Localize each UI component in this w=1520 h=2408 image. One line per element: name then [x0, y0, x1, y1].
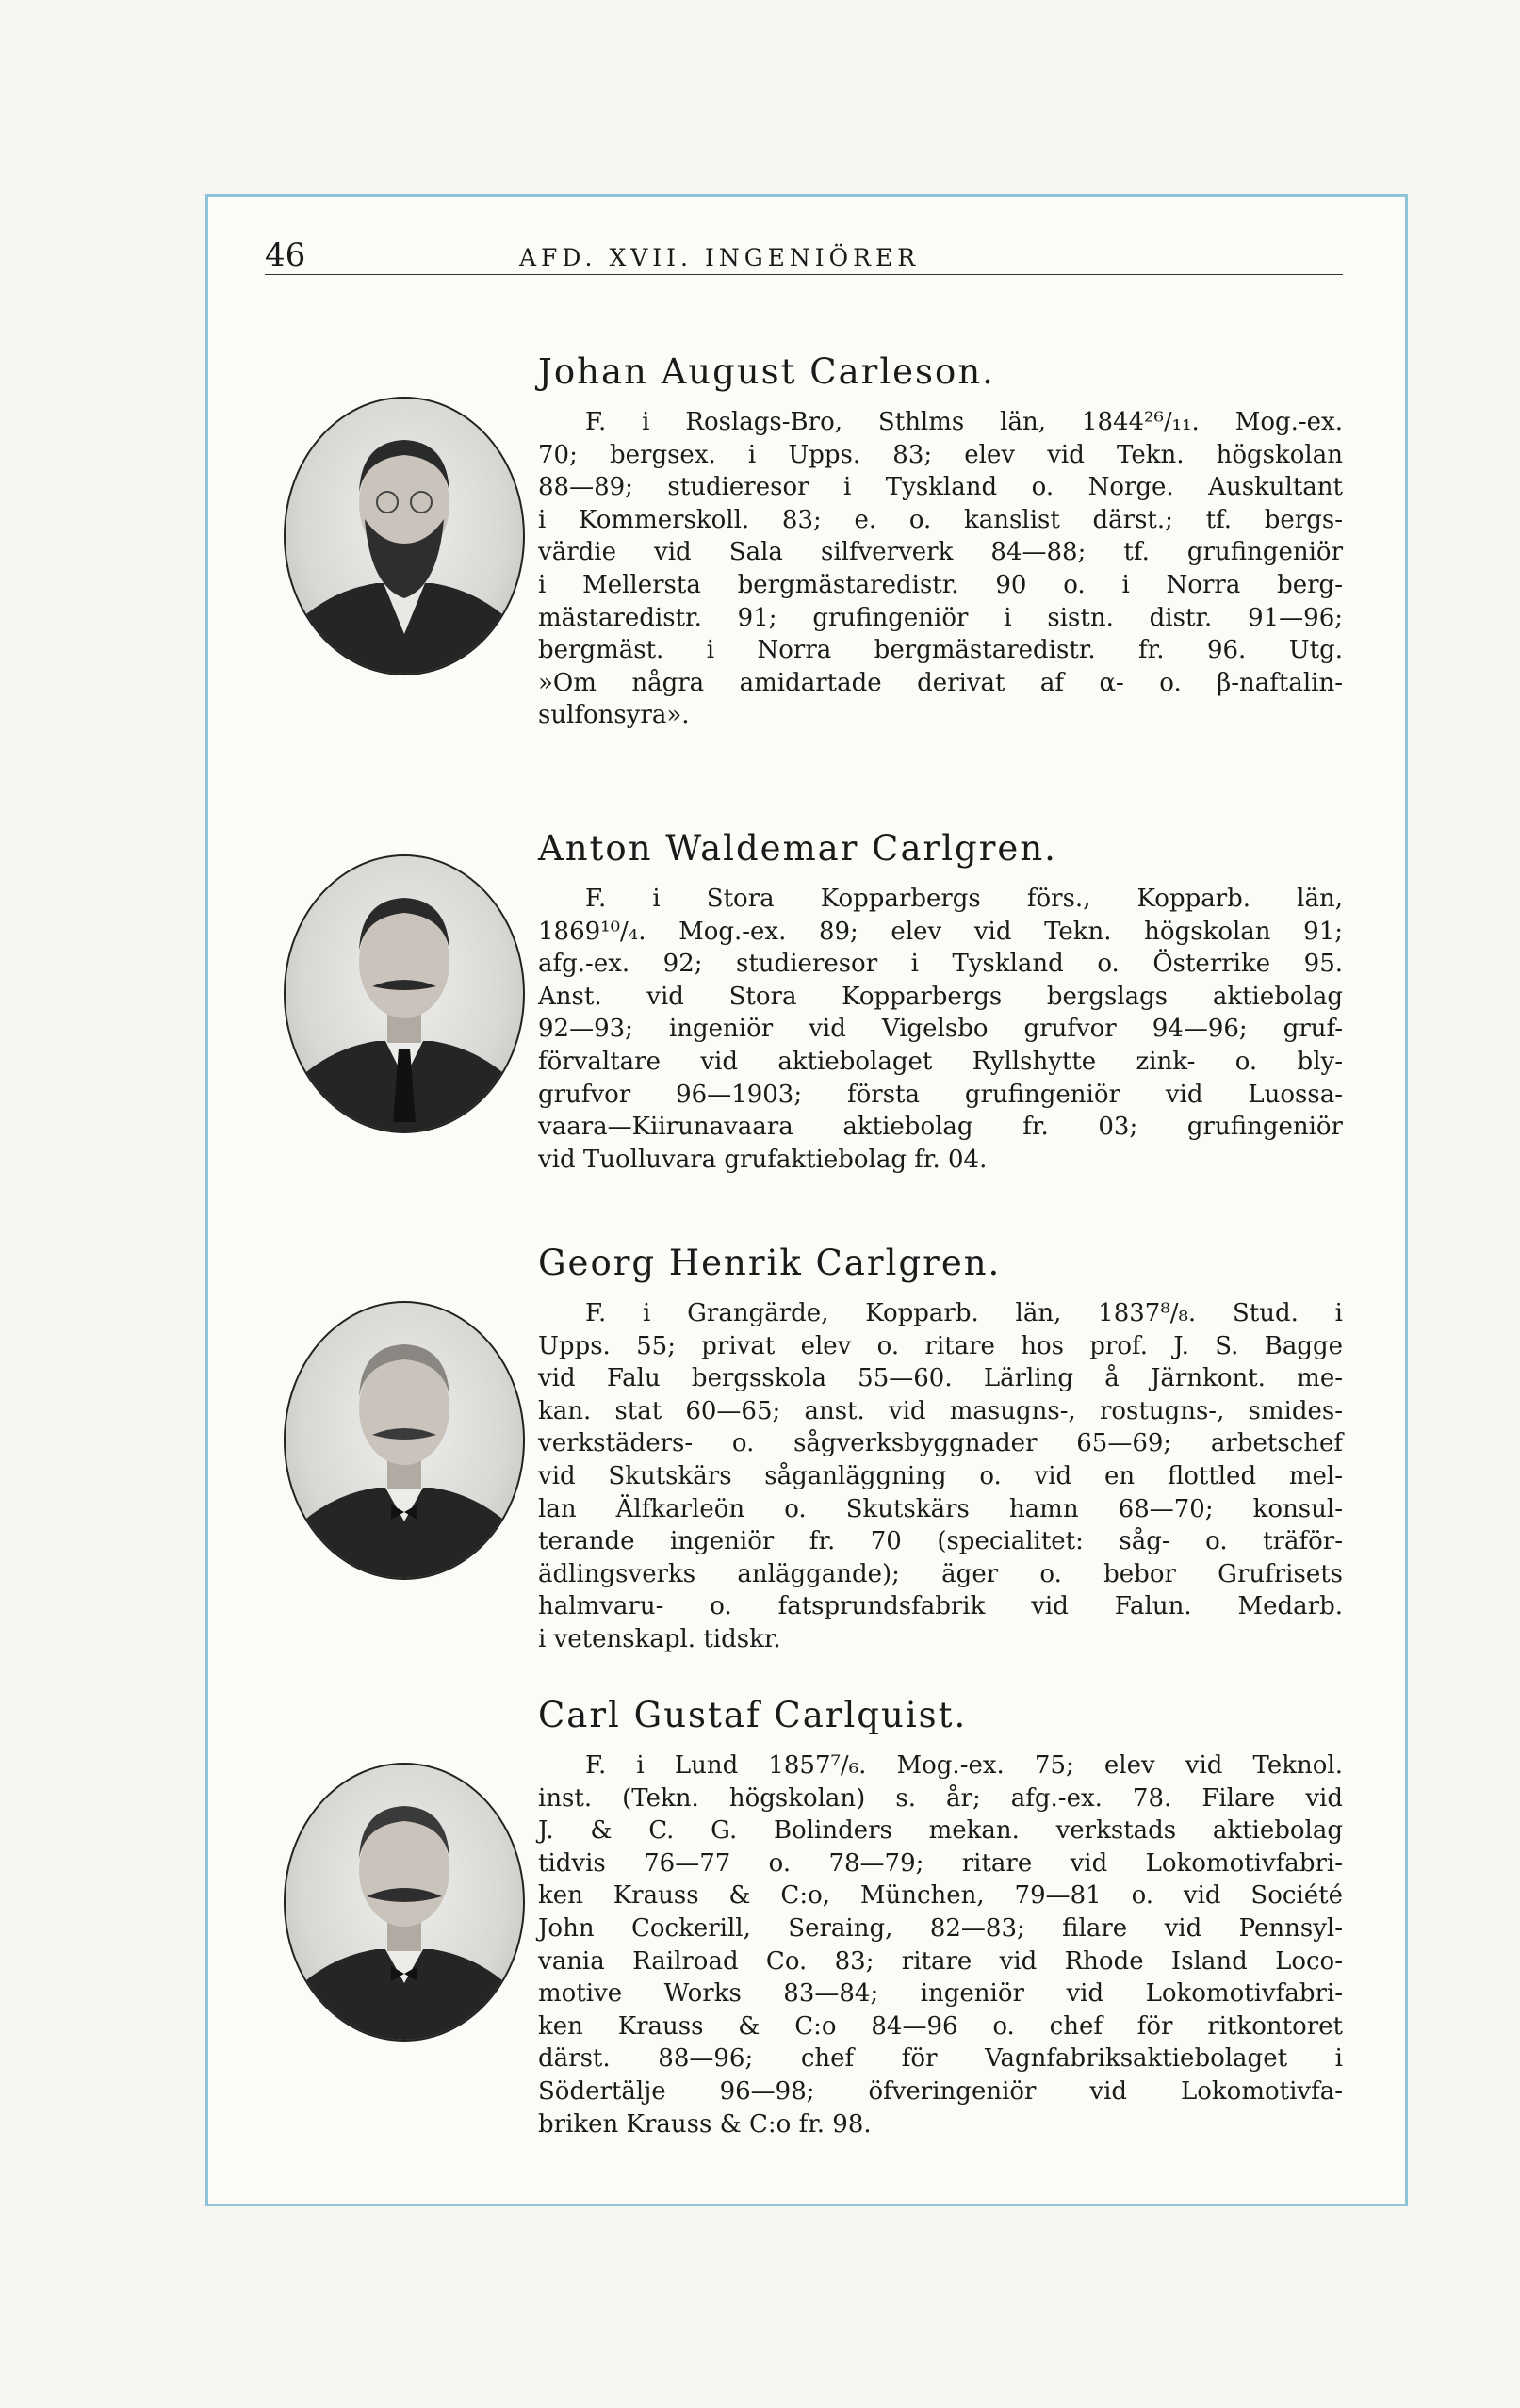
- bio-line: afg.-ex. 92; studieresor i Tyskland o. Österrike 95.: [538, 950, 1343, 979]
- entry-name: Georg Henrik Carlgren.: [538, 1243, 1002, 1283]
- bio-line: J. & C. G. Bolinders mekan. verkstads aktiebolag: [538, 1816, 1343, 1846]
- bio-line: vaara—Kiirunavaara aktiebolag fr. 03; grufingeniör: [538, 1113, 1343, 1142]
- bio-line: F. i Stora Kopparbergs förs., Kopparb. län,: [585, 885, 1343, 913]
- running-head: AFD. XVII. INGENIÖRER: [519, 244, 921, 271]
- bio-line: kan. stat 60—65; anst. vid masugns-, rostugns-, smides-: [538, 1396, 1343, 1425]
- page-header: [265, 236, 1343, 275]
- entry-biography: [538, 1297, 1343, 1656]
- bio-line: Upps. 55; privat elev o. ritare hos prof. J. S. Bagge: [538, 1331, 1343, 1360]
- bio-line: tidvis 76—77 o. 78—79; ritare vid Lokomotivfabri-: [538, 1848, 1343, 1878]
- bio-line: F. i Roslags-Bro, Sthlms län, 1844²⁶/₁₁. Mog.-ex.: [585, 408, 1343, 436]
- bio-line: F. i Grangärde, Kopparb. län, 1837⁸/₈. Stud. i: [585, 1299, 1343, 1327]
- portrait-figure: [286, 399, 523, 674]
- bio-line: ädlingsverks anläggande); äger o. bebor Grufrisets: [538, 1559, 1343, 1588]
- bio-line: därst. 88—96; chef för Vagnfabriksaktiebolaget i: [538, 2044, 1343, 2074]
- bio-line: verkstäders- o. sågverksbyggnader 65—69; arbetschef: [538, 1429, 1343, 1458]
- bio-line: grufvor 96—1903; första grufingeniör vid Luossa-: [538, 1080, 1343, 1109]
- bio-line: ken Krauss & C:o 84—96 o. chef för ritkontoret: [538, 2011, 1343, 2041]
- bio-line: i vetenskapl. tidskr.: [538, 1624, 781, 1653]
- bio-line: 1869¹⁰/₄. Mog.-ex. 89; elev vid Tekn. högskolan 91;: [538, 917, 1343, 946]
- bio-line: vid Tuolluvara grufaktiebolag fr. 04.: [538, 1145, 988, 1174]
- entry-name: Johan August Carleson.: [538, 351, 995, 392]
- portrait-photo: [284, 854, 525, 1133]
- page-number: 46: [265, 236, 306, 274]
- entry-name: Carl Gustaf Carlquist.: [538, 1695, 968, 1735]
- bio-line: bergmäst. i Norra bergmästaredistr. fr. 96. Utg.: [538, 636, 1343, 665]
- bio-line: 70; bergsex. i Upps. 83; elev vid Tekn. högskolan: [538, 440, 1343, 469]
- bio-line: mästaredistr. 91; grufingeniör i sistn. distr. 91—96;: [538, 603, 1343, 632]
- bio-line: värdie vid Sala silfververk 84—88; tf. grufingeniör: [538, 538, 1343, 567]
- bio-line: i Kommerskoll. 83; e. o. kanslist därst.; tf. bergs-: [538, 505, 1343, 534]
- bio-line: Södertälje 96—98; öfveringeniör vid Lokomotivfa-: [538, 2076, 1343, 2106]
- portrait-figure: [286, 1303, 523, 1578]
- bio-line: terande ingeniör fr. 70 (specialitet: såg- o. träför-: [538, 1527, 1343, 1556]
- bio-line: Anst. vid Stora Kopparbergs bergslags aktiebolag: [538, 982, 1343, 1011]
- bio-line: vania Railroad Co. 83; ritare vid Rhode Island Loco-: [538, 1946, 1343, 1976]
- portrait-figure: [286, 1765, 523, 2040]
- entry-name: Anton Waldemar Carlgren.: [538, 828, 1057, 869]
- bio-line: briken Krauss & C:o fr. 98.: [538, 2109, 872, 2139]
- portrait-photo: [284, 1301, 525, 1580]
- bio-line: John Cockerill, Seraing, 82—83; filare vid Pennsyl-: [538, 1913, 1343, 1943]
- entry-biography: [538, 1749, 1343, 2140]
- bio-line: sulfonsyra».: [538, 701, 690, 730]
- entry-biography: [538, 406, 1343, 732]
- bio-line: halmvaru- o. fatsprundsfabrik vid Falun. Medarb.: [538, 1592, 1343, 1621]
- bio-line: F. i Lund 1857⁷/₆. Mog.-ex. 75; elev vid Teknol.: [585, 1751, 1343, 1780]
- bio-line: 92—93; ingeniör vid Vigelsbo grufvor 94—96; gruf-: [538, 1015, 1343, 1044]
- bio-line: i Mellersta bergmästaredistr. 90 o. i Norra berg-: [538, 570, 1343, 599]
- bio-line: lan Älfkarleön o. Skutskärs hamn 68—70; konsul-: [538, 1494, 1343, 1523]
- bio-line: »Om några amidartade derivat af α- o. β-naftalin-: [538, 668, 1343, 697]
- bio-line: ken Krauss & C:o, München, 79—81 o. vid Société: [538, 1881, 1343, 1911]
- portrait-figure: [286, 856, 523, 1131]
- portrait-photo: [284, 397, 525, 675]
- bio-line: motive Works 83—84; ingeniör vid Lokomotivfabri-: [538, 1979, 1343, 2009]
- bio-line: 88—89; studieresor i Tyskland o. Norge. Auskultant: [538, 473, 1343, 502]
- bio-line: vid Falu bergsskola 55—60. Lärling å Järnkont. me-: [538, 1364, 1343, 1393]
- portrait-photo: [284, 1763, 525, 2042]
- bio-line: vid Skutskärs såganläggning o. vid en flottled mel-: [538, 1461, 1343, 1490]
- bio-line: förvaltare vid aktiebolaget Ryllshytte zink- o. bly-: [538, 1047, 1343, 1076]
- bio-line: inst. (Tekn. högskolan) s. år; afg.-ex. 78. Filare vid: [538, 1783, 1343, 1813]
- page-frame: [205, 194, 1408, 2206]
- entry-biography: [538, 883, 1343, 1176]
